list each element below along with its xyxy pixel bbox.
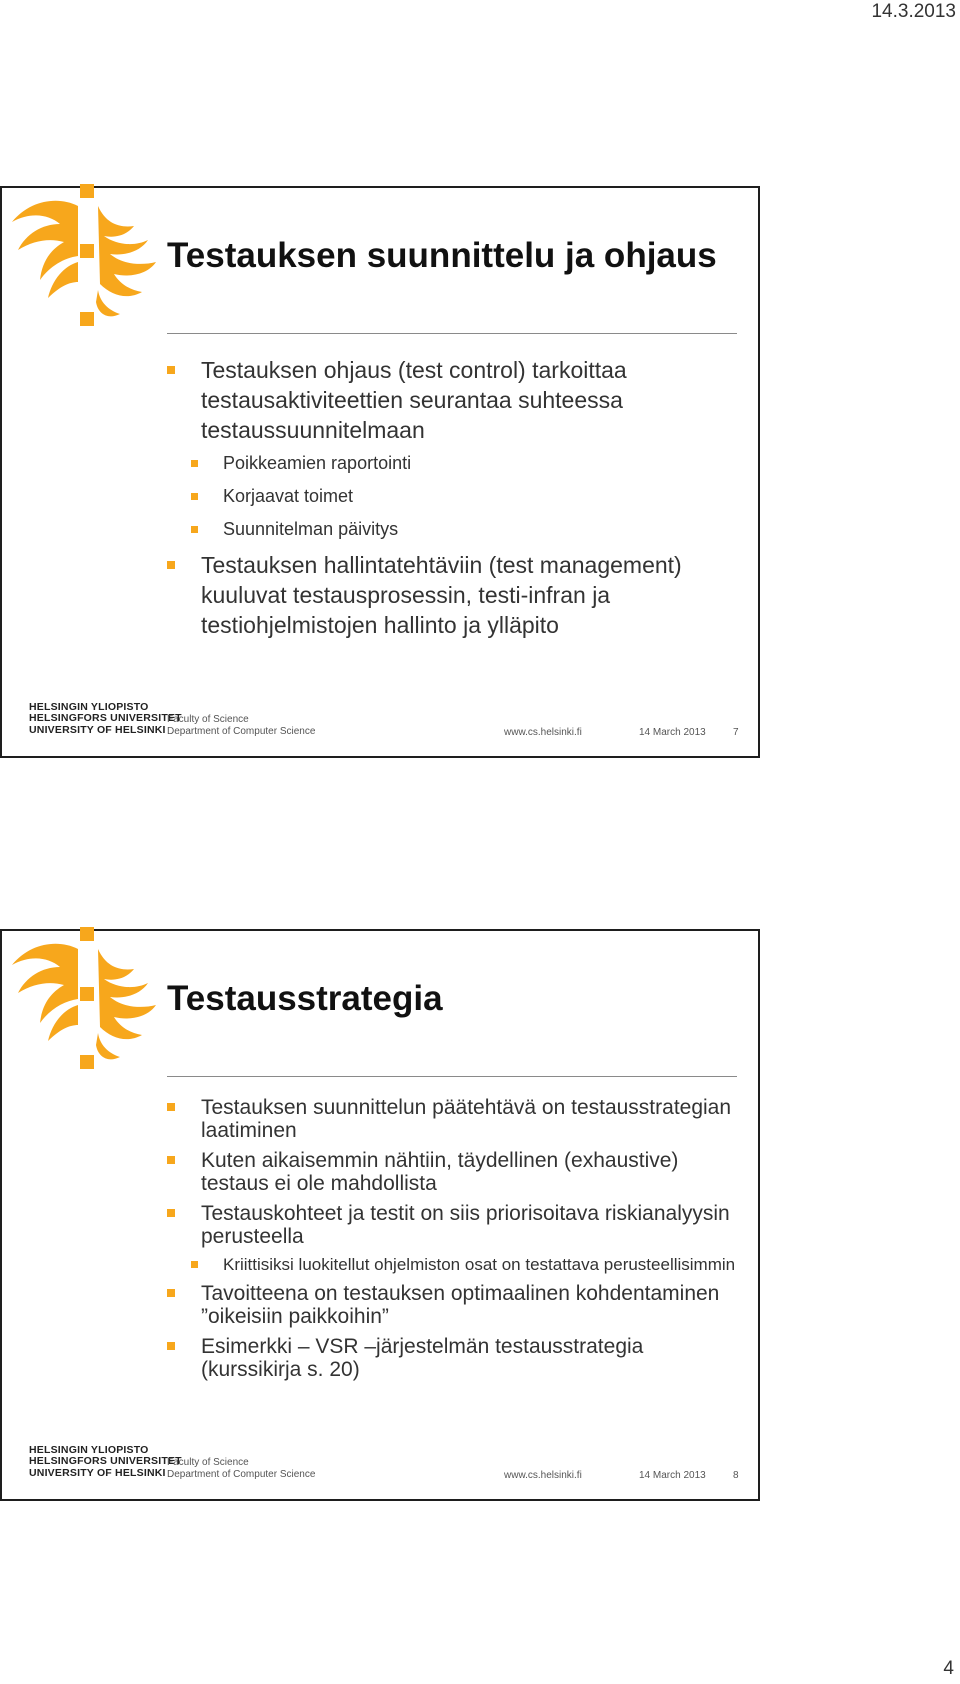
bullet-text: Korjaavat toimet [223,486,354,506]
bullet-square-icon [191,526,198,533]
bullet-square-icon [191,460,198,467]
footer-url: www.cs.helsinki.fi [504,727,582,738]
page-number: 4 [943,1658,954,1679]
list-item [167,1255,747,1275]
title-divider [167,333,737,334]
bullet-square-icon [167,1289,175,1297]
slide-7 [0,186,760,758]
bullet-square-icon [167,1103,175,1111]
bullet-text: Esimerkki – VSR –järjestelmän testausstrategia (kurssikirja s. 20) [201,1335,644,1381]
bullet-text: Kriittisiksi luokitellut ohjelmiston osat on testattava perusteellisimmin [223,1255,736,1274]
bullet-text: Testauskohteet ja testit on siis priorisoitava riskianalyysin perusteella [201,1202,730,1248]
bullet-text: Suunnitelman päivitys [223,519,399,539]
bullet-list [167,1096,747,1388]
footer-date: 14 March 2013 [639,1470,706,1481]
slide-number: 7 [733,727,739,738]
bullet-square-icon [191,493,198,500]
footer-faculty: Faculty of Science Department of Computer Science [167,714,316,737]
list-item [167,451,747,475]
university-flame-logo-icon [8,180,168,328]
list-item [167,1096,747,1142]
list-item [167,1335,747,1381]
university-wordmark: HELSINGIN YLIOPISTO HELSINGFORS UNIVERSITET UNIVERSITY OF HELSINKI [29,700,182,736]
bullet-square-icon [167,366,175,374]
list-item [167,517,747,541]
list-item [167,1149,747,1195]
page-date: 14.3.2013 [871,1,956,22]
title-divider [167,1076,737,1077]
university-flame-logo-icon [8,923,168,1071]
slide-title: Testausstrategia [167,979,443,1018]
bullet-square-icon [167,1342,175,1350]
bullet-text: Testauksen suunnittelun päätehtävä on testausstrategian laatiminen [201,1096,732,1142]
list-item [167,355,747,445]
footer-url: www.cs.helsinki.fi [504,1470,582,1481]
bullet-square-icon [167,1209,175,1217]
slide-8 [0,929,760,1501]
list-item [167,550,747,640]
bullet-square-icon [167,561,175,569]
bullet-list [167,355,747,646]
bullet-text: Tavoitteena on testauksen optimaalinen kohdentaminen ”oikeisiin paikkoihin” [201,1282,720,1328]
bullet-text: Poikkeamien raportointi [223,453,412,473]
bullet-text: Testauksen hallintatehtäviin (test management) kuuluvat testausprosessin, testi-infran ja testiohjelmistojen hallinto ja ylläpito [201,552,682,638]
bullet-text: Testauksen ohjaus (test control) tarkoittaa testausaktiviteettien seurantaa suhteessa testaussuunnitelmaan [201,357,627,443]
bullet-square-icon [191,1261,198,1268]
list-item [167,484,747,508]
slide-title: Testauksen suunnittelu ja ohjaus [167,236,717,275]
list-item [167,1282,747,1328]
university-wordmark: HELSINGIN YLIOPISTO HELSINGFORS UNIVERSITET UNIVERSITY OF HELSINKI [29,1443,182,1479]
footer-date: 14 March 2013 [639,727,706,738]
list-item [167,1202,747,1248]
slide-number: 8 [733,1470,739,1481]
bullet-text: Kuten aikaisemmin nähtiin, täydellinen (exhaustive) testaus ei ole mahdollista [201,1149,679,1195]
footer-faculty: Faculty of Science Department of Computer Science [167,1457,316,1480]
bullet-square-icon [167,1156,175,1164]
